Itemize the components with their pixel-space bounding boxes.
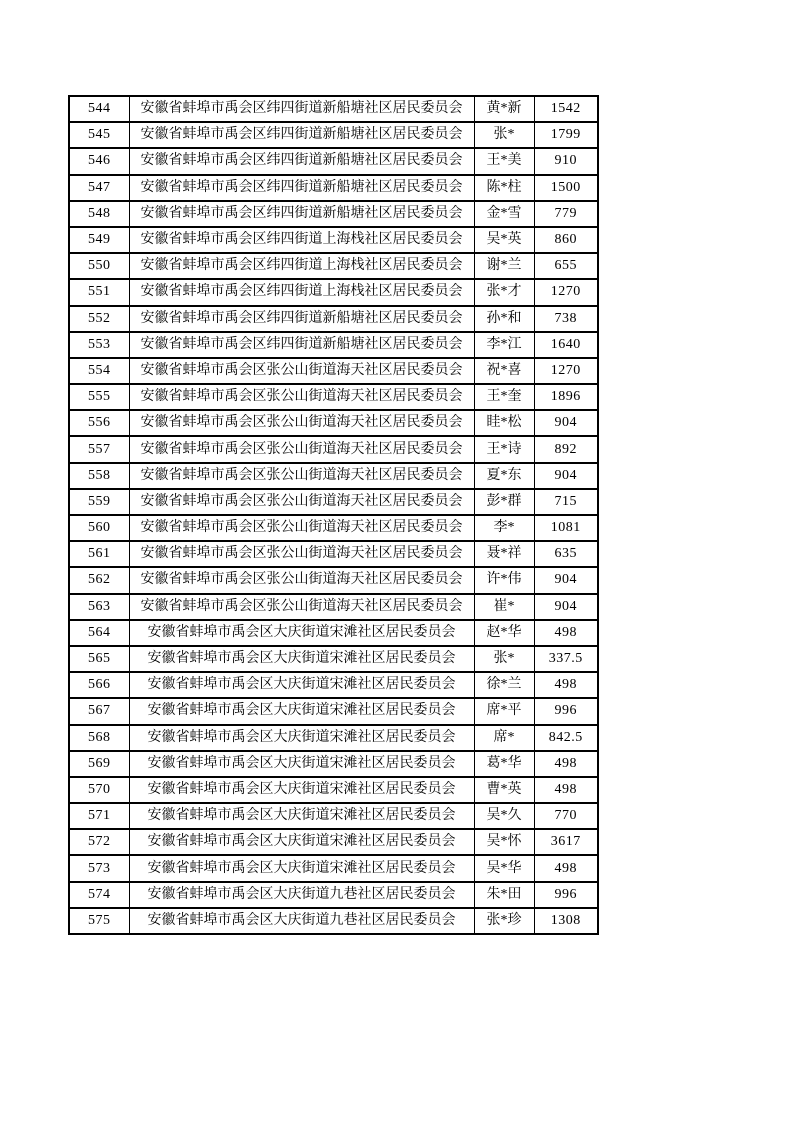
table-row <box>69 148 598 174</box>
row-index-cell: 572 <box>69 829 129 855</box>
table-row <box>69 725 598 751</box>
row-index-cell: 564 <box>69 620 129 646</box>
table-row <box>69 410 598 436</box>
amount-cell: 1542 <box>534 96 598 122</box>
row-index-cell: 575 <box>69 908 129 934</box>
person-name-cell: 张* <box>474 122 534 148</box>
person-name-cell: 李*江 <box>474 332 534 358</box>
table-row <box>69 777 598 803</box>
organization-cell: 安徽省蚌埠市禹会区纬四街道上海栈社区居民委员会 <box>129 227 474 253</box>
organization-cell: 安徽省蚌埠市禹会区纬四街道新船塘社区居民委员会 <box>129 332 474 358</box>
row-index-cell: 545 <box>69 122 129 148</box>
amount-cell: 904 <box>534 567 598 593</box>
table-row <box>69 672 598 698</box>
person-name-cell: 葛*华 <box>474 751 534 777</box>
organization-cell: 安徽省蚌埠市禹会区大庆街道宋滩社区居民委员会 <box>129 777 474 803</box>
organization-cell: 安徽省蚌埠市禹会区纬四街道新船塘社区居民委员会 <box>129 148 474 174</box>
person-name-cell: 张*珍 <box>474 908 534 934</box>
person-name-cell: 李* <box>474 515 534 541</box>
amount-cell: 910 <box>534 148 598 174</box>
table-row <box>69 698 598 724</box>
table-row <box>69 489 598 515</box>
row-index-cell: 570 <box>69 777 129 803</box>
table-row <box>69 908 598 934</box>
row-index-cell: 573 <box>69 855 129 881</box>
amount-cell: 1500 <box>534 175 598 201</box>
person-name-cell: 聂*祥 <box>474 541 534 567</box>
table-row <box>69 594 598 620</box>
table-row <box>69 855 598 881</box>
organization-cell: 安徽省蚌埠市禹会区大庆街道宋滩社区居民委员会 <box>129 646 474 672</box>
person-name-cell: 席*平 <box>474 698 534 724</box>
table-row <box>69 279 598 305</box>
person-name-cell: 谢*兰 <box>474 253 534 279</box>
organization-cell: 安徽省蚌埠市禹会区大庆街道九巷社区居民委员会 <box>129 882 474 908</box>
table-row <box>69 306 598 332</box>
amount-cell: 337.5 <box>534 646 598 672</box>
amount-cell: 779 <box>534 201 598 227</box>
row-index-cell: 556 <box>69 410 129 436</box>
person-name-cell: 孙*和 <box>474 306 534 332</box>
person-name-cell: 赵*华 <box>474 620 534 646</box>
organization-cell: 安徽省蚌埠市禹会区张公山街道海天社区居民委员会 <box>129 489 474 515</box>
amount-cell: 1640 <box>534 332 598 358</box>
person-name-cell: 张* <box>474 646 534 672</box>
row-index-cell: 557 <box>69 436 129 462</box>
amount-cell: 1081 <box>534 515 598 541</box>
amount-cell: 770 <box>534 803 598 829</box>
amount-cell: 1308 <box>534 908 598 934</box>
organization-cell: 安徽省蚌埠市禹会区纬四街道新船塘社区居民委员会 <box>129 96 474 122</box>
amount-cell: 1799 <box>534 122 598 148</box>
organization-cell: 安徽省蚌埠市禹会区大庆街道宋滩社区居民委员会 <box>129 698 474 724</box>
row-index-cell: 548 <box>69 201 129 227</box>
row-index-cell: 566 <box>69 672 129 698</box>
table-row <box>69 620 598 646</box>
table-row <box>69 882 598 908</box>
table-body <box>69 96 598 934</box>
person-name-cell: 夏*东 <box>474 463 534 489</box>
row-index-cell: 568 <box>69 725 129 751</box>
organization-cell: 安徽省蚌埠市禹会区纬四街道新船塘社区居民委员会 <box>129 122 474 148</box>
organization-cell: 安徽省蚌埠市禹会区大庆街道宋滩社区居民委员会 <box>129 829 474 855</box>
table-row <box>69 567 598 593</box>
organization-cell: 安徽省蚌埠市禹会区大庆街道宋滩社区居民委员会 <box>129 855 474 881</box>
row-index-cell: 565 <box>69 646 129 672</box>
row-index-cell: 553 <box>69 332 129 358</box>
person-name-cell: 席* <box>474 725 534 751</box>
organization-cell: 安徽省蚌埠市禹会区纬四街道新船塘社区居民委员会 <box>129 201 474 227</box>
row-index-cell: 546 <box>69 148 129 174</box>
organization-cell: 安徽省蚌埠市禹会区张公山街道海天社区居民委员会 <box>129 410 474 436</box>
amount-cell: 498 <box>534 855 598 881</box>
organization-cell: 安徽省蚌埠市禹会区张公山街道海天社区居民委员会 <box>129 567 474 593</box>
person-name-cell: 朱*田 <box>474 882 534 908</box>
person-name-cell: 张*才 <box>474 279 534 305</box>
amount-cell: 655 <box>534 253 598 279</box>
table-row <box>69 829 598 855</box>
amount-cell: 842.5 <box>534 725 598 751</box>
person-name-cell: 王*诗 <box>474 436 534 462</box>
person-name-cell: 吴*怀 <box>474 829 534 855</box>
person-name-cell: 崔* <box>474 594 534 620</box>
amount-cell: 498 <box>534 672 598 698</box>
organization-cell: 安徽省蚌埠市禹会区张公山街道海天社区居民委员会 <box>129 515 474 541</box>
table-row <box>69 751 598 777</box>
amount-cell: 904 <box>534 463 598 489</box>
table-row <box>69 646 598 672</box>
row-index-cell: 549 <box>69 227 129 253</box>
table-row <box>69 803 598 829</box>
row-index-cell: 559 <box>69 489 129 515</box>
row-index-cell: 561 <box>69 541 129 567</box>
organization-cell: 安徽省蚌埠市禹会区张公山街道海天社区居民委员会 <box>129 541 474 567</box>
amount-cell: 498 <box>534 777 598 803</box>
amount-cell: 1896 <box>534 384 598 410</box>
person-name-cell: 曹*英 <box>474 777 534 803</box>
amount-cell: 892 <box>534 436 598 462</box>
row-index-cell: 560 <box>69 515 129 541</box>
organization-cell: 安徽省蚌埠市禹会区张公山街道海天社区居民委员会 <box>129 594 474 620</box>
row-index-cell: 571 <box>69 803 129 829</box>
row-index-cell: 567 <box>69 698 129 724</box>
table-row <box>69 515 598 541</box>
person-name-cell: 陈*柱 <box>474 175 534 201</box>
roster-table-container <box>68 95 599 935</box>
row-index-cell: 551 <box>69 279 129 305</box>
table-row <box>69 253 598 279</box>
amount-cell: 498 <box>534 620 598 646</box>
amount-cell: 996 <box>534 698 598 724</box>
person-name-cell: 祝*喜 <box>474 358 534 384</box>
table-row <box>69 436 598 462</box>
person-name-cell: 眭*松 <box>474 410 534 436</box>
amount-cell: 1270 <box>534 358 598 384</box>
table-row <box>69 358 598 384</box>
table-row <box>69 463 598 489</box>
organization-cell: 安徽省蚌埠市禹会区纬四街道新船塘社区居民委员会 <box>129 175 474 201</box>
organization-cell: 安徽省蚌埠市禹会区大庆街道宋滩社区居民委员会 <box>129 620 474 646</box>
amount-cell: 715 <box>534 489 598 515</box>
amount-cell: 904 <box>534 594 598 620</box>
row-index-cell: 563 <box>69 594 129 620</box>
organization-cell: 安徽省蚌埠市禹会区大庆街道宋滩社区居民委员会 <box>129 672 474 698</box>
amount-cell: 635 <box>534 541 598 567</box>
table-row <box>69 541 598 567</box>
person-name-cell: 王*奎 <box>474 384 534 410</box>
table-row <box>69 175 598 201</box>
amount-cell: 3617 <box>534 829 598 855</box>
amount-cell: 1270 <box>534 279 598 305</box>
organization-cell: 安徽省蚌埠市禹会区纬四街道上海栈社区居民委员会 <box>129 279 474 305</box>
row-index-cell: 554 <box>69 358 129 384</box>
organization-cell: 安徽省蚌埠市禹会区张公山街道海天社区居民委员会 <box>129 384 474 410</box>
table-row <box>69 122 598 148</box>
table-row <box>69 201 598 227</box>
table-row <box>69 384 598 410</box>
row-index-cell: 558 <box>69 463 129 489</box>
row-index-cell: 547 <box>69 175 129 201</box>
amount-cell: 860 <box>534 227 598 253</box>
row-index-cell: 544 <box>69 96 129 122</box>
person-name-cell: 吴*英 <box>474 227 534 253</box>
organization-cell: 安徽省蚌埠市禹会区纬四街道新船塘社区居民委员会 <box>129 306 474 332</box>
organization-cell: 安徽省蚌埠市禹会区张公山街道海天社区居民委员会 <box>129 436 474 462</box>
organization-cell: 安徽省蚌埠市禹会区大庆街道宋滩社区居民委员会 <box>129 751 474 777</box>
person-name-cell: 许*伟 <box>474 567 534 593</box>
table-row <box>69 96 598 122</box>
person-name-cell: 黄*新 <box>474 96 534 122</box>
organization-cell: 安徽省蚌埠市禹会区大庆街道宋滩社区居民委员会 <box>129 803 474 829</box>
beneficiary-roster-table <box>68 95 599 935</box>
organization-cell: 安徽省蚌埠市禹会区张公山街道海天社区居民委员会 <box>129 358 474 384</box>
amount-cell: 498 <box>534 751 598 777</box>
amount-cell: 904 <box>534 410 598 436</box>
organization-cell: 安徽省蚌埠市禹会区大庆街道宋滩社区居民委员会 <box>129 725 474 751</box>
person-name-cell: 吴*华 <box>474 855 534 881</box>
person-name-cell: 徐*兰 <box>474 672 534 698</box>
table-row <box>69 332 598 358</box>
row-index-cell: 574 <box>69 882 129 908</box>
person-name-cell: 王*美 <box>474 148 534 174</box>
person-name-cell: 彭*群 <box>474 489 534 515</box>
row-index-cell: 550 <box>69 253 129 279</box>
person-name-cell: 金*雪 <box>474 201 534 227</box>
amount-cell: 738 <box>534 306 598 332</box>
table-row <box>69 227 598 253</box>
amount-cell: 996 <box>534 882 598 908</box>
person-name-cell: 吴*久 <box>474 803 534 829</box>
row-index-cell: 562 <box>69 567 129 593</box>
organization-cell: 安徽省蚌埠市禹会区大庆街道九巷社区居民委员会 <box>129 908 474 934</box>
row-index-cell: 555 <box>69 384 129 410</box>
row-index-cell: 569 <box>69 751 129 777</box>
row-index-cell: 552 <box>69 306 129 332</box>
organization-cell: 安徽省蚌埠市禹会区张公山街道海天社区居民委员会 <box>129 463 474 489</box>
organization-cell: 安徽省蚌埠市禹会区纬四街道上海栈社区居民委员会 <box>129 253 474 279</box>
